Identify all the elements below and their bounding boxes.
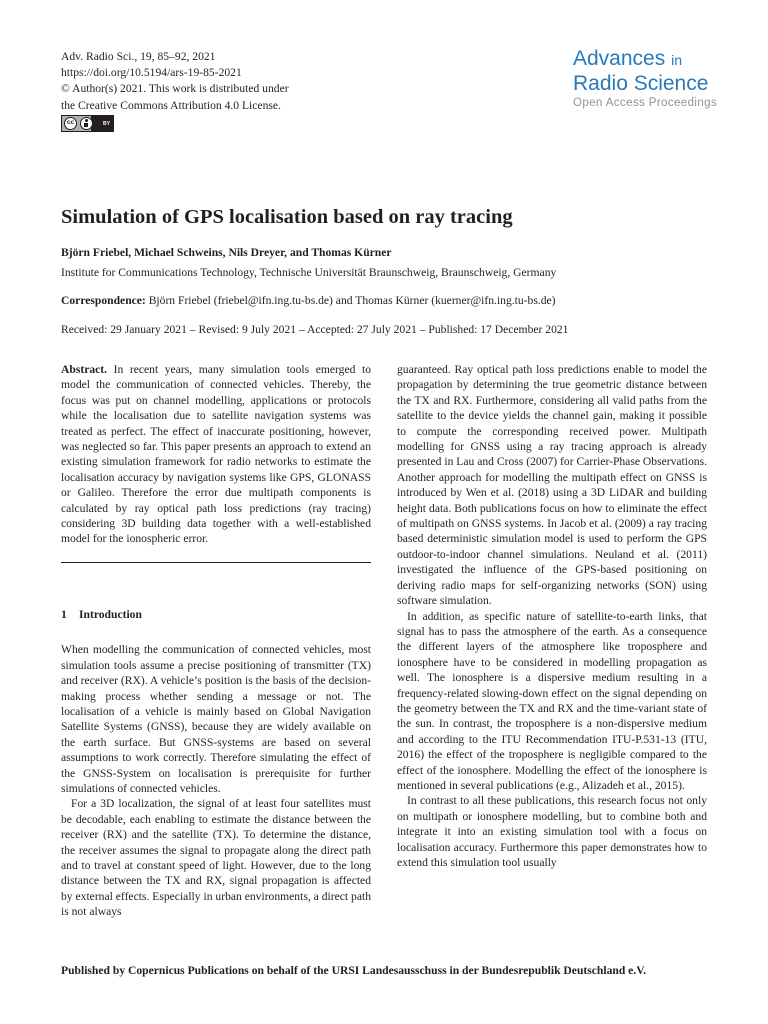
paragraph: When modelling the communication of connected vehicles, most simulation tools assume a precise positioning of transmitter (TX) and receiver (RX). A vehicle’s position is the basis of the decision-making process whether sending a message or not. The localisation of a vehicle is mainly based on Global Navigation Satellite Systems (GNSS), because they are widely available on the earth surface. But GNSS-systems are based on several assumptions to work correctly. Therefore simulating the effect of the GNSS-System on localisation is prerequisite for further simulations of connected vehicles. bbox=[61, 643, 371, 795]
attribution-icon bbox=[80, 117, 93, 130]
paragraph: In addition, as specific nature of satellite-to-earth links, that signal has to pass the atmosphere of the earth. As a consequence the different layers of the atmosphere like troposphere and ionosphere have to be considered in modelling propagation as well. The ionosphere is a dispersive medium resulting in a frequency-related slowing-down effect on the signal depending on the geometry between the TX and RX and the time-variant state of the sun. In contrast, the troposphere is a non-dispersive medium and according to the ITU Recommendation ITU-P.531-13 (ITU, 2016) the effect of the troposphere is negligible compared to the effect of the ionosphere. Modelling the effect of the ionosphere is mentioned in several publications (e.g., Alizadeh et al., 2015). bbox=[397, 609, 707, 792]
left-column bbox=[61, 362, 371, 920]
abstract-label: Abstract. bbox=[61, 363, 108, 376]
journal-word-advances: Advances bbox=[573, 47, 666, 70]
paragraph: For a 3D localization, the signal of at least four satellites must be decodable, each enabling to estimate the distance between the receiver (RX) and the satellite (TX). To determine the distance, the receiver assumes the signal to propagate along the direct path and to travel at constant speed of light. However, due to the long distance between the TX and RX, signal propagation is affected by external effects. Especially in urban environments, a direct path is not always bbox=[61, 797, 371, 919]
by-label: BY bbox=[103, 121, 110, 127]
copyright-notice: © Author(s) 2021. This work is distributed under bbox=[61, 82, 289, 96]
publisher-footer: Published by Copernicus Publications on behalf of the URSI Landesausschuss in der Bundesrepublik Deutschland e.V. bbox=[61, 964, 646, 977]
paragraph: In contrast to all these publications, this research focus not only on multipath or ionosphere modelling, but to combine both and integrate it into an existing simulation tool with a focus on localisation accuracy. Furthermore this paper demonstrates how to extend this simulation tool usually bbox=[397, 794, 707, 869]
doi-link[interactable]: https://doi.org/10.5194/ars-19-85-2021 bbox=[61, 66, 242, 80]
abstract-divider bbox=[61, 562, 371, 563]
section-number: 1 bbox=[61, 607, 67, 621]
correspondence bbox=[61, 294, 556, 307]
section-heading-introduction bbox=[61, 607, 371, 622]
section-title: Introduction bbox=[79, 607, 142, 621]
abstract bbox=[61, 362, 371, 547]
journal-tagline: Open Access Proceedings bbox=[573, 97, 718, 109]
paragraph: guaranteed. Ray optical path loss predictions enable to model the propagation by determining the true geometric distance between the TX and RX. Furthermore, considering all valid paths from the satellite to the device yields the channel gain, making it possible to compute the corresponding received power. Multipath modelling for GNSS using a ray tracing approach is already presented in Lau and Cross (2007) for Carrier-Phase Observations. Another approach for modelling the multipath effect on GNSS is introduced by Wen et al. (2018) using a 3D LiDAR and building height data. Both publications focus on how to eliminate the effect of multipath on GNSS systems. In Jacob et al. (2009) a ray tracing based deterministic simulation model is used to perform the GPS outdoor-to-indoor channel simulations. Neuland et al. (2011) investigated the influence of the GPS-based positioning on deriving radio maps for self-organizing networks (SON) using software simulation. bbox=[397, 363, 707, 608]
journal-logo bbox=[573, 47, 717, 110]
article-title: Simulation of GPS localisation based on ray tracing bbox=[61, 206, 513, 228]
cc-by-license-badge[interactable] bbox=[61, 115, 114, 132]
cc-icon: cc bbox=[64, 117, 77, 130]
license-notice: the Creative Commons Attribution 4.0 License. bbox=[61, 98, 281, 112]
abstract-text: In recent years, many simulation tools emerged to model the communication of connected vehicles. Thereby, the focus was put on channel modelling, applications or protocols while the localisation due to satellite navigation systems was treated as perfect. The effect of inaccurate positioning, however, was neglected so far. This paper presents an approach to extend an existing simulation framework for radio networks to estimate the localisation accuracy by navigation systems like GPS, GLONASS or Galileo. Therefore the error due multipath components is calculated by ray optical path loss predictions (ray tracing) considering 3D building data together with a well-established model for the ionospheric error. bbox=[61, 363, 371, 546]
citation: Adv. Radio Sci., 19, 85–92, 2021 bbox=[61, 50, 216, 63]
right-column bbox=[397, 362, 707, 870]
article-authors: Björn Friebel, Michael Schweins, Nils Dreyer, and Thomas Kürner bbox=[61, 246, 392, 259]
correspondence-label: Correspondence: bbox=[61, 294, 146, 307]
journal-word-in: in bbox=[671, 52, 682, 68]
correspondence-text: Björn Friebel (friebel@ifn.ing.tu-bs.de) and Thomas Kürner (kuerner@ifn.ing.tu-bs.de) bbox=[145, 294, 556, 307]
publication-dates: Received: 29 January 2021 – Revised: 9 July 2021 – Accepted: 27 July 2021 – Published: 17 December 2021 bbox=[61, 323, 569, 336]
author-affiliation: Institute for Communications Technology, Technische Universität Braunschweig, Braunschweig, Germany bbox=[61, 266, 557, 279]
journal-name-line2: Radio Science bbox=[573, 72, 709, 95]
article-metadata bbox=[61, 49, 289, 114]
